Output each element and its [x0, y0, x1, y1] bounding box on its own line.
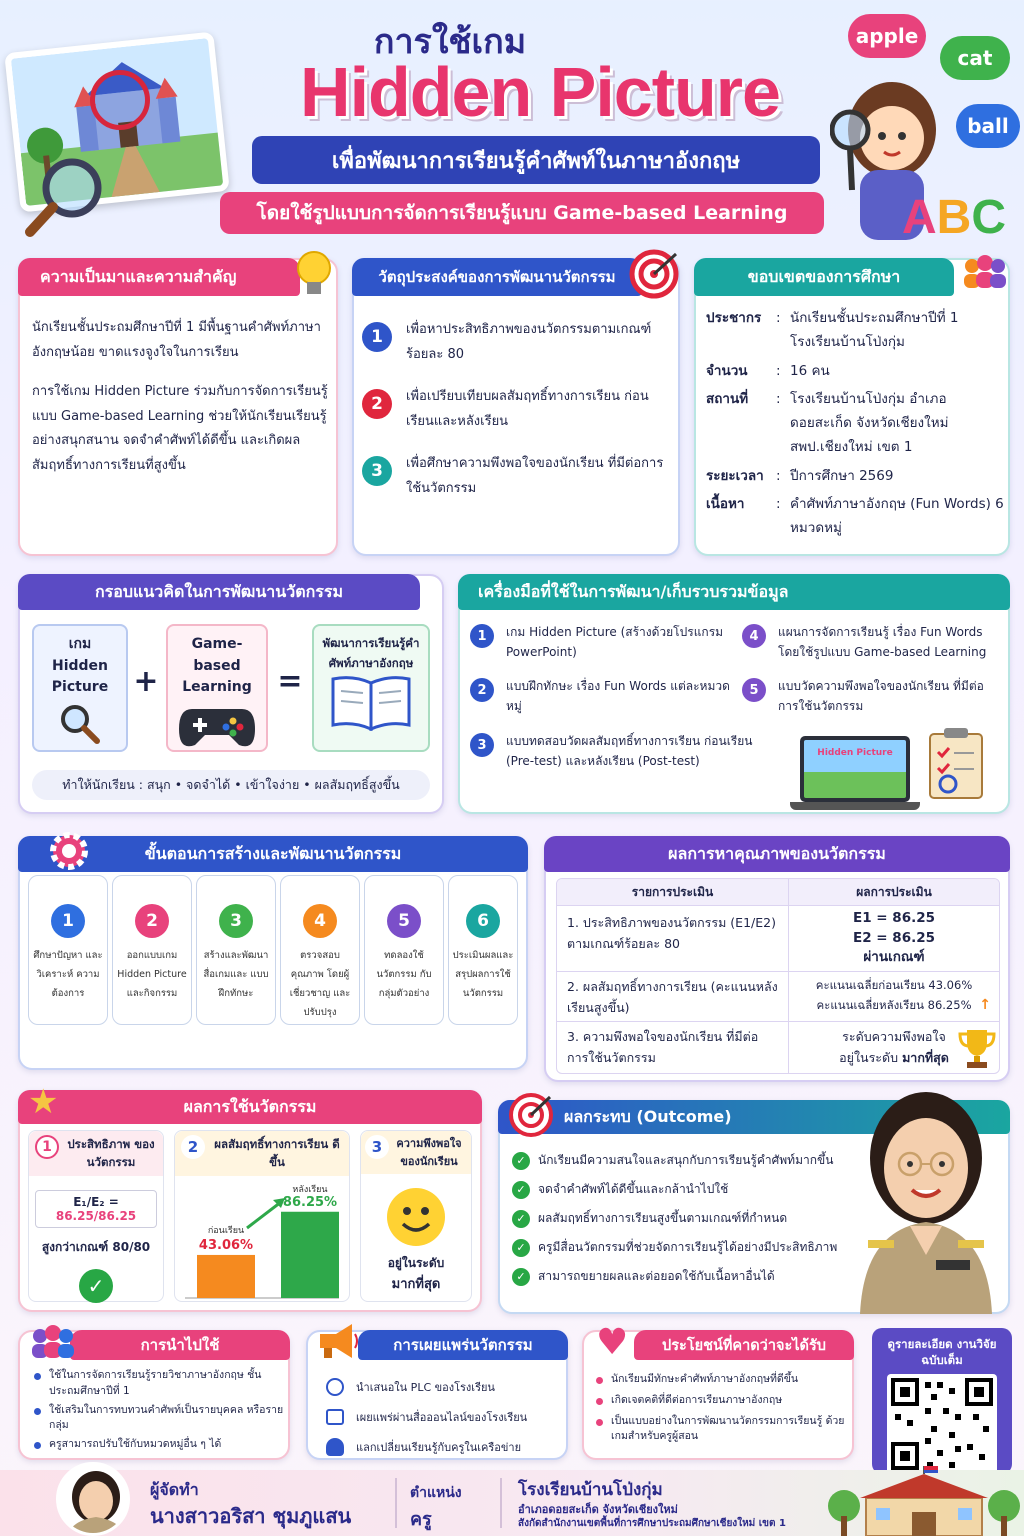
- letter-a: A: [902, 191, 937, 244]
- scope-key: เนื้อหา: [706, 496, 745, 513]
- author-name: นางสาวอริสา ชุมภูแสน: [150, 1504, 352, 1528]
- framework-box-gbl: [166, 624, 268, 752]
- quality-e2: E2 = 86.25: [852, 929, 936, 946]
- bar-after-label: หลังเรียน: [292, 1184, 328, 1195]
- red-lens-ring: [90, 70, 150, 130]
- check-icon: ✓: [79, 1269, 113, 1303]
- step-num-6: 6: [466, 904, 500, 938]
- quality-col-item: รายการประเมิน: [557, 879, 789, 905]
- footer-divider: [395, 1478, 397, 1528]
- star-icon: ★: [28, 1082, 59, 1122]
- megaphone-icon: [314, 1320, 360, 1362]
- scope-key: ระยะเวลา: [706, 467, 764, 484]
- check-icon: ✓: [512, 1210, 530, 1228]
- bar-before-value: 43.06%: [198, 1237, 254, 1253]
- quality-sat-label: ระดับความพึงพอใจ: [842, 1029, 946, 1044]
- outcome-item: [512, 1175, 852, 1204]
- teacher-photo: [840, 1080, 1012, 1314]
- tool-num-2: 2: [470, 678, 494, 702]
- header-title: Hidden Picture: [300, 53, 780, 131]
- step-num-2: 2: [135, 904, 169, 938]
- objective-num-1: 1: [362, 322, 392, 352]
- results-num-1: 1: [35, 1135, 59, 1159]
- step-card-5: [364, 875, 444, 1025]
- outcome-text: จดจำคำศัพท์ได้ดีขึ้นและกล้านำไปใช้: [538, 1182, 729, 1196]
- arrow-up-icon: ↑: [979, 997, 991, 1013]
- users-icon: [326, 1438, 344, 1456]
- tool-text-5: แบบวัดความพึงพอใจของนักเรียน ที่มีต่อการใช้นวัตกรรม: [778, 679, 984, 714]
- target-icon: [628, 248, 680, 300]
- check-icon: ✓: [512, 1268, 530, 1286]
- school-icon: [826, 1466, 1020, 1536]
- quality-header: ผลการหาคุณภาพของนวัตกรรม: [544, 836, 1010, 872]
- quality-row-3: [557, 1021, 999, 1074]
- scope-value: โรงเรียนบ้านโป่งกุ่ม อำเภอดอยสะเก็ด จังหวัดเชียงใหม่ สพป.เชียงใหม่ เขต 1: [790, 390, 949, 456]
- step-num-1: 1: [51, 904, 85, 938]
- step-text-6: ประเมินผลและ สรุปผลการใช้ นวัตกรรม: [452, 950, 514, 999]
- bar-after-value: 86.25%: [282, 1194, 338, 1210]
- framework-equals: =: [277, 664, 303, 699]
- objective-item-2: [362, 385, 672, 434]
- position-label: ตำแหน่ง: [410, 1485, 462, 1501]
- benefits-header: ประโยชน์ที่คาดว่าจะได้รับ: [634, 1330, 854, 1360]
- tool-num-4: 4: [742, 624, 766, 648]
- results-col-3: [360, 1130, 472, 1302]
- results-c2-title: ผลสัมฤทธิ์ทางการเรียน ดีขึ้น: [214, 1137, 340, 1170]
- outcome-item: [512, 1146, 852, 1175]
- results-col-2: [174, 1130, 350, 1302]
- laptop-screen-label: Hidden Picture: [817, 748, 893, 758]
- results-num-3: 3: [365, 1135, 389, 1159]
- bullet: [596, 1419, 603, 1426]
- magnifier-icon: [20, 150, 110, 240]
- framework-box-result: [312, 624, 430, 752]
- bubble-ball: ball: [956, 104, 1020, 148]
- quality-col-result: ผลการประเมิน: [856, 884, 932, 899]
- objective-text-3: เพื่อศึกษาความพึงพอใจของนักเรียน ที่มีต่อการใช้นวัตกรรม: [406, 456, 664, 496]
- author-label: ผู้จัดทำ: [150, 1480, 199, 1499]
- header-kicker: การใช้เกม: [373, 22, 527, 62]
- bullet: [34, 1408, 41, 1415]
- framework-header: กรอบแนวคิดในการพัฒนานวัตกรรม: [18, 574, 420, 610]
- objective-item-3: [362, 452, 672, 501]
- steps-header: ขั้นตอนการสร้างและพัฒนานวัตกรรม: [18, 836, 528, 872]
- step-num-5: 5: [387, 904, 421, 938]
- results-c3-note1: อยู่ในระดับ: [387, 1256, 445, 1271]
- outcome-text: ผลสัมฤทธิ์ทางการเรียนสูงขึ้นตามเกณฑ์ที่กำหนด: [538, 1211, 788, 1225]
- step-num-3: 3: [219, 904, 253, 938]
- tool-text-3: แบบทดสอบวัดผลสัมฤทธิ์ทางการเรียน ก่อนเรียน (Pre-test) และหลังเรียน (Post-test): [506, 734, 753, 769]
- quality-item-3: 3. ความพึงพอใจของนักเรียน ที่มีต่อการใช้นวัตกรรม: [557, 1022, 789, 1074]
- step-text-4: ตรวจสอบคุณภาพ โดยผู้เชี่ยวชาญ และปรับปรุง: [289, 950, 351, 1018]
- school-office: สังกัดสำนักงานเขตพื้นที่การศึกษาประถมศึกษาเชียงใหม่ เขต 1: [518, 1518, 786, 1529]
- check-icon: ✓: [512, 1239, 530, 1257]
- framework-box-result-label: พัฒนาการเรียนรู้คำศัพท์ภาษาอังกฤษ: [322, 636, 420, 670]
- scope-list: [706, 306, 1004, 541]
- quality-post: คะแนนเฉลี่ยหลังเรียน 86.25%: [816, 997, 972, 1012]
- scope-value: ปีการศึกษา 2569: [790, 467, 894, 484]
- objective-text-2: เพื่อเปรียบเทียบผลสัมฤทธิ์ทางการเรียน ก่อนเรียนและหลังเรียน: [406, 389, 649, 429]
- objective-num-3: 3: [362, 456, 392, 486]
- benefit-item: นักเรียนมีทักษะคำศัพท์ภาษาอังกฤษที่ดีขึ้น: [611, 1373, 799, 1385]
- tool-text-1: เกม Hidden Picture (สร้างด้วยโปรแกรม PowerPoint): [506, 625, 724, 660]
- dissem-list: [326, 1372, 562, 1462]
- outcome-list: [512, 1146, 852, 1291]
- results-num-2: 2: [181, 1135, 205, 1159]
- footer-divider: [500, 1478, 502, 1528]
- objective-num-2: 2: [362, 389, 392, 419]
- tool-text-4: แผนการจัดการเรียนรู้ เรื่อง Fun Words โดยใช้รูปแบบ Game-based Learning: [778, 625, 987, 660]
- scope-key: จำนวน: [706, 362, 748, 379]
- objective-text-1: เพื่อหาประสิทธิภาพของนวัตกรรมตามเกณฑ์ ร้อยละ 80: [406, 322, 652, 362]
- people-icon: [960, 252, 1010, 292]
- laptop-icon: [790, 736, 920, 812]
- step-num-4: 4: [303, 904, 337, 938]
- apply-list: [34, 1368, 284, 1453]
- tool-item-2: [470, 676, 740, 717]
- results-bar-chart: [177, 1176, 347, 1304]
- quality-row-1: [557, 905, 999, 971]
- school-name: โรงเรียนบ้านโป่งกุ่ม: [518, 1480, 663, 1500]
- header-subtitle: เพื่อพัฒนาการเรียนรู้คำศัพท์ในภาษาอังกฤษ: [252, 136, 820, 184]
- book-icon: [329, 673, 413, 731]
- scope-value: นักเรียนชั้นประถมศึกษาปีที่ 1 โรงเรียนบ้านโป่งกุ่ม: [790, 310, 959, 351]
- framework-box-game: [32, 624, 128, 752]
- position-value: ครู: [410, 1509, 432, 1530]
- bullet: [596, 1377, 603, 1384]
- results-c1-note: สูงกว่าเกณฑ์ 80/80: [41, 1239, 151, 1254]
- author-avatar: [56, 1462, 130, 1536]
- quality-pass: ผ่านเกณฑ์: [863, 949, 925, 966]
- scope-key: ประชากร: [706, 310, 762, 326]
- dissem-item: แลกเปลี่ยนเรียนรู้กับครูในเครือข่าย: [356, 1441, 522, 1454]
- heart-icon: ♥: [596, 1322, 629, 1363]
- check-icon: ✓: [512, 1152, 530, 1170]
- step-card-3: [196, 875, 276, 1025]
- bubble-apple: apple: [848, 14, 926, 58]
- apply-item: ใช้ในการจัดการเรียนรู้รายวิชาภาษาอังกฤษ ชั้นประถมศึกษาปีที่ 1: [49, 1369, 262, 1397]
- tool-item-3: [470, 731, 770, 772]
- gear-icon: [44, 826, 94, 876]
- step-card-6: [448, 875, 518, 1025]
- tool-item-5: [742, 676, 1004, 717]
- apply-item: ใช้เสริมในการทบทวนคำศัพท์เป็นรายบุคคล หรือรายกลุ่ม: [49, 1403, 284, 1432]
- magnifier-icon: [57, 701, 103, 747]
- bullet: [34, 1373, 41, 1380]
- gamepad-icon: [177, 699, 257, 753]
- growth-arrow: [247, 1202, 281, 1228]
- outcome-item: [512, 1233, 852, 1262]
- tool-item-1: [470, 622, 740, 663]
- qr-card[interactable]: [872, 1328, 1012, 1474]
- quality-table: [556, 878, 1000, 1074]
- framework-plus: +: [133, 664, 159, 699]
- qr-title: ดูรายละเอียด งานวิจัยฉบับเต็ม: [887, 1337, 997, 1368]
- dissem-item: นำเสนอใน PLC ของโรงเรียน: [356, 1381, 495, 1394]
- letter-b: B: [936, 191, 972, 244]
- background-p1: นักเรียนชั้นประถมศึกษาปีที่ 1 มีพื้นฐานคำศัพท์ภาษาอังกฤษน้อย ขาดแรงจูงใจในการเรียน: [32, 320, 321, 360]
- step-card-1: [28, 875, 108, 1025]
- scope-row: จำนวน : 16 คน: [706, 359, 1004, 383]
- bullet: [596, 1398, 603, 1405]
- benefits-list: [596, 1372, 850, 1445]
- quality-e1: E1 = 86.25: [852, 910, 936, 926]
- step-text-2: ออกแบบเกม Hidden Picture และกิจกรรม: [117, 950, 187, 999]
- framework-box-gbl-label: Game-based Learning: [182, 636, 252, 696]
- results-header: ผลการใช้นวัตกรรม: [18, 1090, 482, 1124]
- smile-icon: [385, 1186, 447, 1248]
- outcome-item: [512, 1262, 852, 1291]
- framework-box-game-label: เกม Hidden Picture: [51, 636, 109, 696]
- bullet: [34, 1442, 41, 1449]
- check-icon: ✓: [512, 1181, 530, 1199]
- benefit-item: เกิดเจตคติที่ดีต่อการเรียนภาษาอังกฤษ: [611, 1393, 783, 1406]
- tool-text-2: แบบฝึกทักษะ เรื่อง Fun Words แต่ละหมวดหมู่: [506, 679, 730, 714]
- background-header: ความเป็นมาและความสำคัญ: [18, 258, 300, 296]
- quality-item-1: 1. ประสิทธิภาพของนวัตกรรม (E1/E2) ตามเกณฑ์ร้อยละ 80: [557, 906, 789, 971]
- bar-before: [197, 1255, 255, 1298]
- step-text-5: ทดลองใช้นวัตกรรม กับกลุ่มตัวอย่าง: [376, 950, 432, 999]
- scope-header: ขอบเขตของการศึกษา: [694, 258, 954, 296]
- lightbulb-icon: [294, 248, 334, 302]
- tool-num-3: 3: [470, 733, 494, 757]
- school-district: อำเภอดอยสะเก็ด จังหวัดเชียงใหม่: [518, 1503, 678, 1516]
- quality-sat-value: มากที่สุด: [902, 1050, 949, 1066]
- step-text-3: สร้างและพัฒนา สื่อเกมและ แบบฝึกทักษะ: [203, 950, 269, 999]
- target-icon: [508, 1092, 554, 1138]
- monitor-icon: [326, 1409, 344, 1425]
- outcome-text: ครูมีสื่อนวัตกรรมที่ช่วยจัดการเรียนรู้ได้อย่างมีประสิทธิภาพ: [538, 1240, 838, 1254]
- framework-footer: ทำให้นักเรียน : สนุก • จดจำได้ • เข้าใจง่าย • ผลสัมฤทธิ์สูงขึ้น: [32, 770, 430, 800]
- tools-header: เครื่องมือที่ใช้ในการพัฒนา/เก็บรวบรวมข้อมูล: [458, 574, 1010, 610]
- outcome-item: [512, 1204, 852, 1233]
- tool-num-5: 5: [742, 678, 766, 702]
- apply-item: ครูสามารถปรับใช้กับหมวดหมู่อื่น ๆ ได้: [49, 1438, 222, 1450]
- clipboard-icon: [926, 726, 986, 802]
- scope-value: 16 คน: [790, 362, 830, 379]
- scope-value: คำศัพท์ภาษาอังกฤษ (Fun Words) 6 หมวดหมู่: [790, 496, 1004, 537]
- scope-row: ระยะเวลา : ปีการศึกษา 2569: [706, 464, 1004, 488]
- outcome-header: ผลกระทบ (Outcome): [498, 1100, 1010, 1134]
- results-col-1: [28, 1130, 164, 1302]
- letter-c: C: [971, 191, 1007, 244]
- quality-row-2: [557, 971, 999, 1021]
- step-card-2: [112, 875, 192, 1025]
- tool-num-1: 1: [470, 624, 494, 648]
- header-subtitle2: โดยใช้รูปแบบการจัดการเรียนรู้แบบ Game-based Learning: [220, 192, 824, 234]
- outcome-text: สามารถขยายผลและต่อยอดใช้กับเนื้อหาอื่นได้: [538, 1269, 775, 1283]
- scope-row: เนื้อหา : คำศัพท์ภาษาอังกฤษ (Fun Words) 6 หมวดหมู่: [706, 492, 1004, 541]
- qr-code[interactable]: [887, 1374, 997, 1474]
- people-icon: [28, 1322, 78, 1362]
- scope-row: สถานที่ : โรงเรียนบ้านโป่งกุ่ม อำเภอดอยสะเก็ด จังหวัดเชียงใหม่ สพป.เชียงใหม่ เขต 1: [706, 387, 1004, 460]
- results-c1-formula-value: 86.25/86.25: [55, 1208, 137, 1223]
- trophy-icon: [957, 1026, 997, 1072]
- globe-icon: [326, 1378, 344, 1396]
- quality-item-2: 2. ผลสัมฤทธิ์ทางการเรียน (คะแนนหลังเรียนสูงขึ้น): [557, 972, 789, 1021]
- abc-letters: [902, 190, 1022, 245]
- dissem-item: เผยแพร่ผ่านสื่อออนไลน์ของโรงเรียน: [356, 1411, 528, 1424]
- dissem-header: การเผยแพร่นวัตกรรม: [358, 1330, 568, 1360]
- apply-header: การนำไปใช้: [70, 1330, 290, 1360]
- bar-before-label: ก่อนเรียน: [207, 1225, 245, 1236]
- quality-table-head: [557, 879, 999, 905]
- step-text-1: ศึกษาปัญหา และวิเคราะห์ ความต้องการ: [33, 950, 103, 999]
- quality-pre: คะแนนเฉลี่ยก่อนเรียน 43.06%: [815, 978, 973, 992]
- objectives-header: วัตถุประสงค์ของการพัฒนานวัตกรรม: [352, 258, 642, 296]
- step-card-4: [280, 875, 360, 1025]
- quality-sat-level: อยู่ในระดับ: [839, 1050, 899, 1066]
- results-c1-title: ประสิทธิภาพ ของนวัตกรรม: [67, 1137, 155, 1170]
- results-c3-note2: มากที่สุด: [391, 1277, 441, 1293]
- benefit-item: เป็นแบบอย่างในการพัฒนานวัตกรรมการเรียนรู้ ด้วยเกมสำหรับครูผู้สอน: [611, 1414, 845, 1443]
- tool-item-4: [742, 622, 1004, 663]
- scope-key: สถานที่: [706, 390, 749, 407]
- bubble-cat: cat: [940, 36, 1010, 80]
- outcome-text: นักเรียนมีความสนใจและสนุกกับการเรียนรู้คำศัพท์มากขึ้น: [538, 1153, 834, 1167]
- bar-after: [281, 1212, 339, 1298]
- results-c3-title: ความพึงพอใจ ของนักเรียน: [396, 1137, 462, 1168]
- objective-item-1: [362, 318, 672, 367]
- background-p2: การใช้เกม Hidden Picture ร่วมกับการจัดการเรียนรู้แบบ Game-based Learning ช่วยให้นักเรียนเรียนรู้อย่างสนุกสนาน จดจำคำศัพท์ได้ดีขึ้น และเกิดผลสัมฤทธิ์ทางการเรียนที่สูงขึ้น: [32, 384, 328, 474]
- scope-row: ประชากร : นักเรียนชั้นประถมศึกษาปีที่ 1 โรงเรียนบ้านโป่งกุ่ม: [706, 306, 1004, 355]
- results-c1-formula-label: E₁/E₂ =: [73, 1194, 119, 1209]
